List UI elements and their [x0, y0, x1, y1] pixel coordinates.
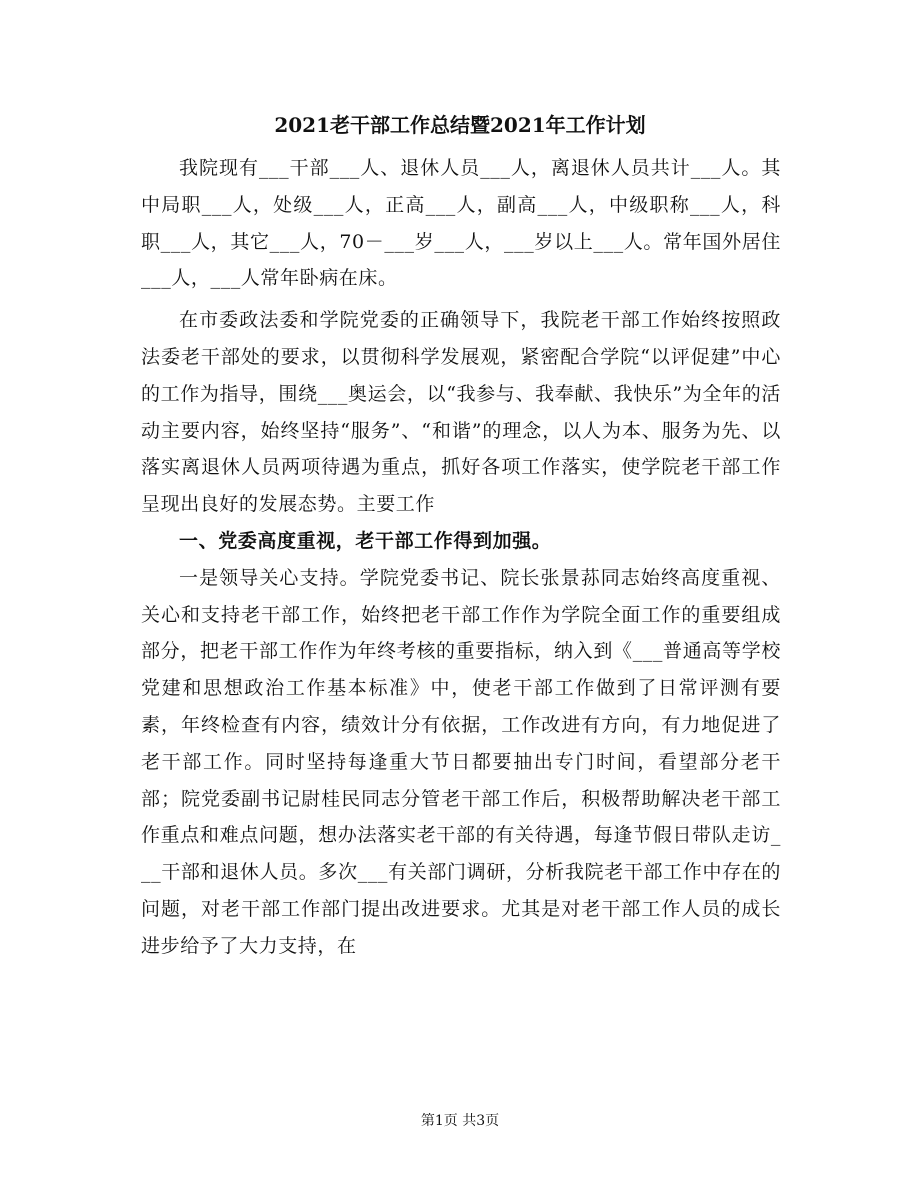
document-body [141, 150, 781, 965]
section-heading-1: 一、党委高度重视，老干部工作得到加强。 [179, 529, 552, 552]
page-number-footer: 第1页 共3页 [420, 1113, 500, 1129]
paragraph-work-overview: 在市委政法委和学院党委的正确领导下，我院老干部工作始终按照政法委老干部处的要求，以贯彻科学发展观，紧密配合学院“以评促建”中心的工作为指导，围绕___奥运会，以“我参与、我奉献、我快乐”为全年的活动主要内容，始终坚持“服务”、“和谐”的理念，以人为本、服务为先、以落实离退休人员两项待遇为重点，抓好各项工作落实，使学院老干部工作呈现出良好的发展态势。主要工作 [141, 309, 781, 516]
paragraph-leadership-support: 一是领导关心支持。学院党委书记、院长张景荪同志始终高度重视、关心和支持老干部工作，始终把老干部工作作为学院全面工作的重要组成部分，把老干部工作作为年终考核的重要指标，纳入到《___普通高等学校党建和思想政治工作基本标准》中，使老干部工作做到了日常评测有要素，年终检查有内容，绩效计分有依据，工作改进有方向，有力地促进了老干部工作。同时坚持每逢重大节日都要抽出专门时间，看望部分老干部；院党委副书记尉桂民同志分管老干部工作后，积极帮助解决老干部工作重点和难点问题，想办法落实老干部的有关待遇，每逢节假日带队走访___干部和退休人员。多次___有关部门调研，分析我院老干部工作中存在的问题，对老干部工作部门提出改进要求。尤其是对老干部工作人员的成长进步给予了大力支持，在 [141, 566, 781, 957]
document-title: 2021老干部工作总结暨2021年工作计划 [274, 113, 646, 137]
paragraph-staff-statistics: 我院现有___干部___人、退休人员___人，离退休人员共计___人。其中局职___人，处级___人，正高___人，副高___人，中级职称___人，科职___人，其它___人，70－___岁___人，___岁以上___人。常年国外居住___人，___人常年卧病在床。 [141, 157, 781, 290]
